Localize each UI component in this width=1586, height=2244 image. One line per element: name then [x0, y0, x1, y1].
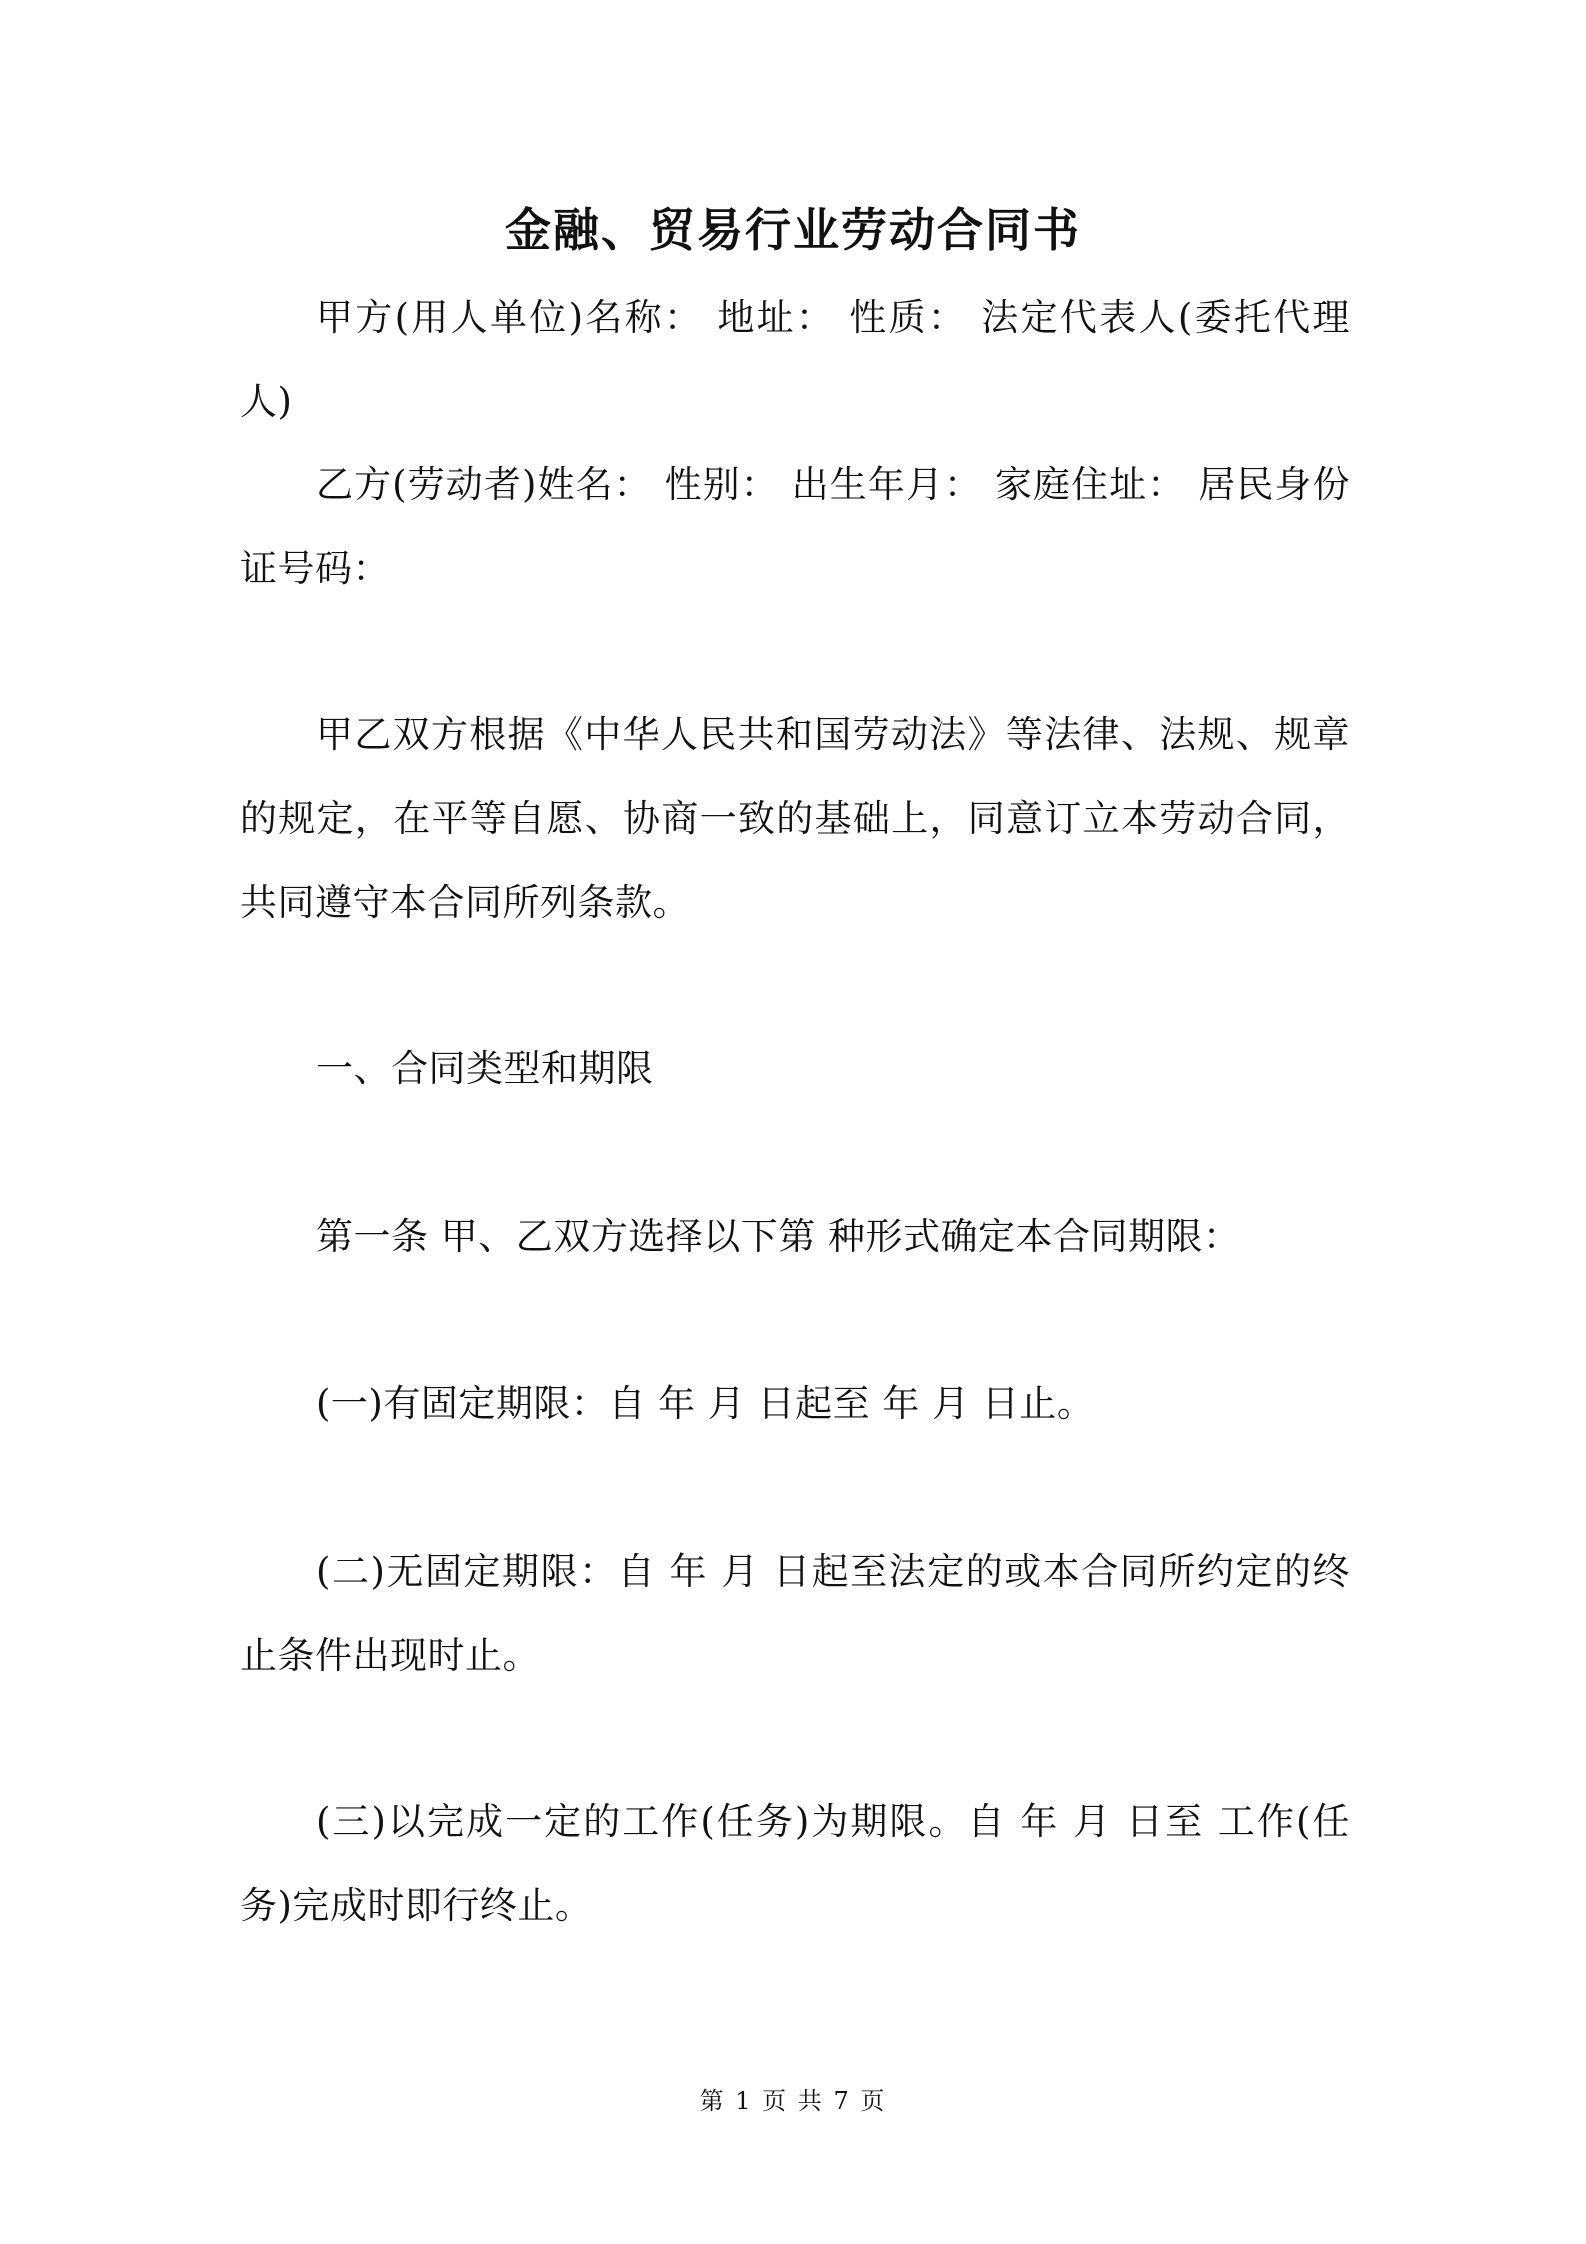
clause-task-based: (三)以完成一定的工作(任务)为期限。自 年 月 日至 工作(任务)完成时即行终止。	[240, 1800, 1350, 1927]
section-heading-contract-type: 一、合同类型和期限	[316, 1047, 654, 1090]
clause-open-ended: (二)无固定期限：自 年 月 日起至法定的或本合同所约定的终止条件出现时止。	[240, 1550, 1350, 1677]
party-a-info: 甲方(用人单位)名称： 地址： 性质： 法定代表人(委托代理人)	[240, 296, 1350, 423]
document-title: 金融、贸易行业劳动合同书	[505, 203, 1081, 257]
preamble-paragraph: 甲乙双方根据《中华人民共和国劳动法》等法律、法规、规章的规定，在平等自愿、协商一致的基础上，同意订立本劳动合同，共同遵守本合同所列条款。	[240, 713, 1350, 924]
page-number-footer: 第 1 页 共 7 页	[699, 2087, 887, 2115]
clause-fixed-term: (一)有固定期限：自 年 月 日起至 年 月 日止。	[316, 1382, 1095, 1425]
party-b-info: 乙方(劳动者)姓名： 性别： 出生年月： 家庭住址： 居民身份证号码：	[240, 463, 1350, 590]
article-one: 第一条 甲、乙双方选择以下第 种形式确定本合同期限：	[316, 1215, 1241, 1258]
